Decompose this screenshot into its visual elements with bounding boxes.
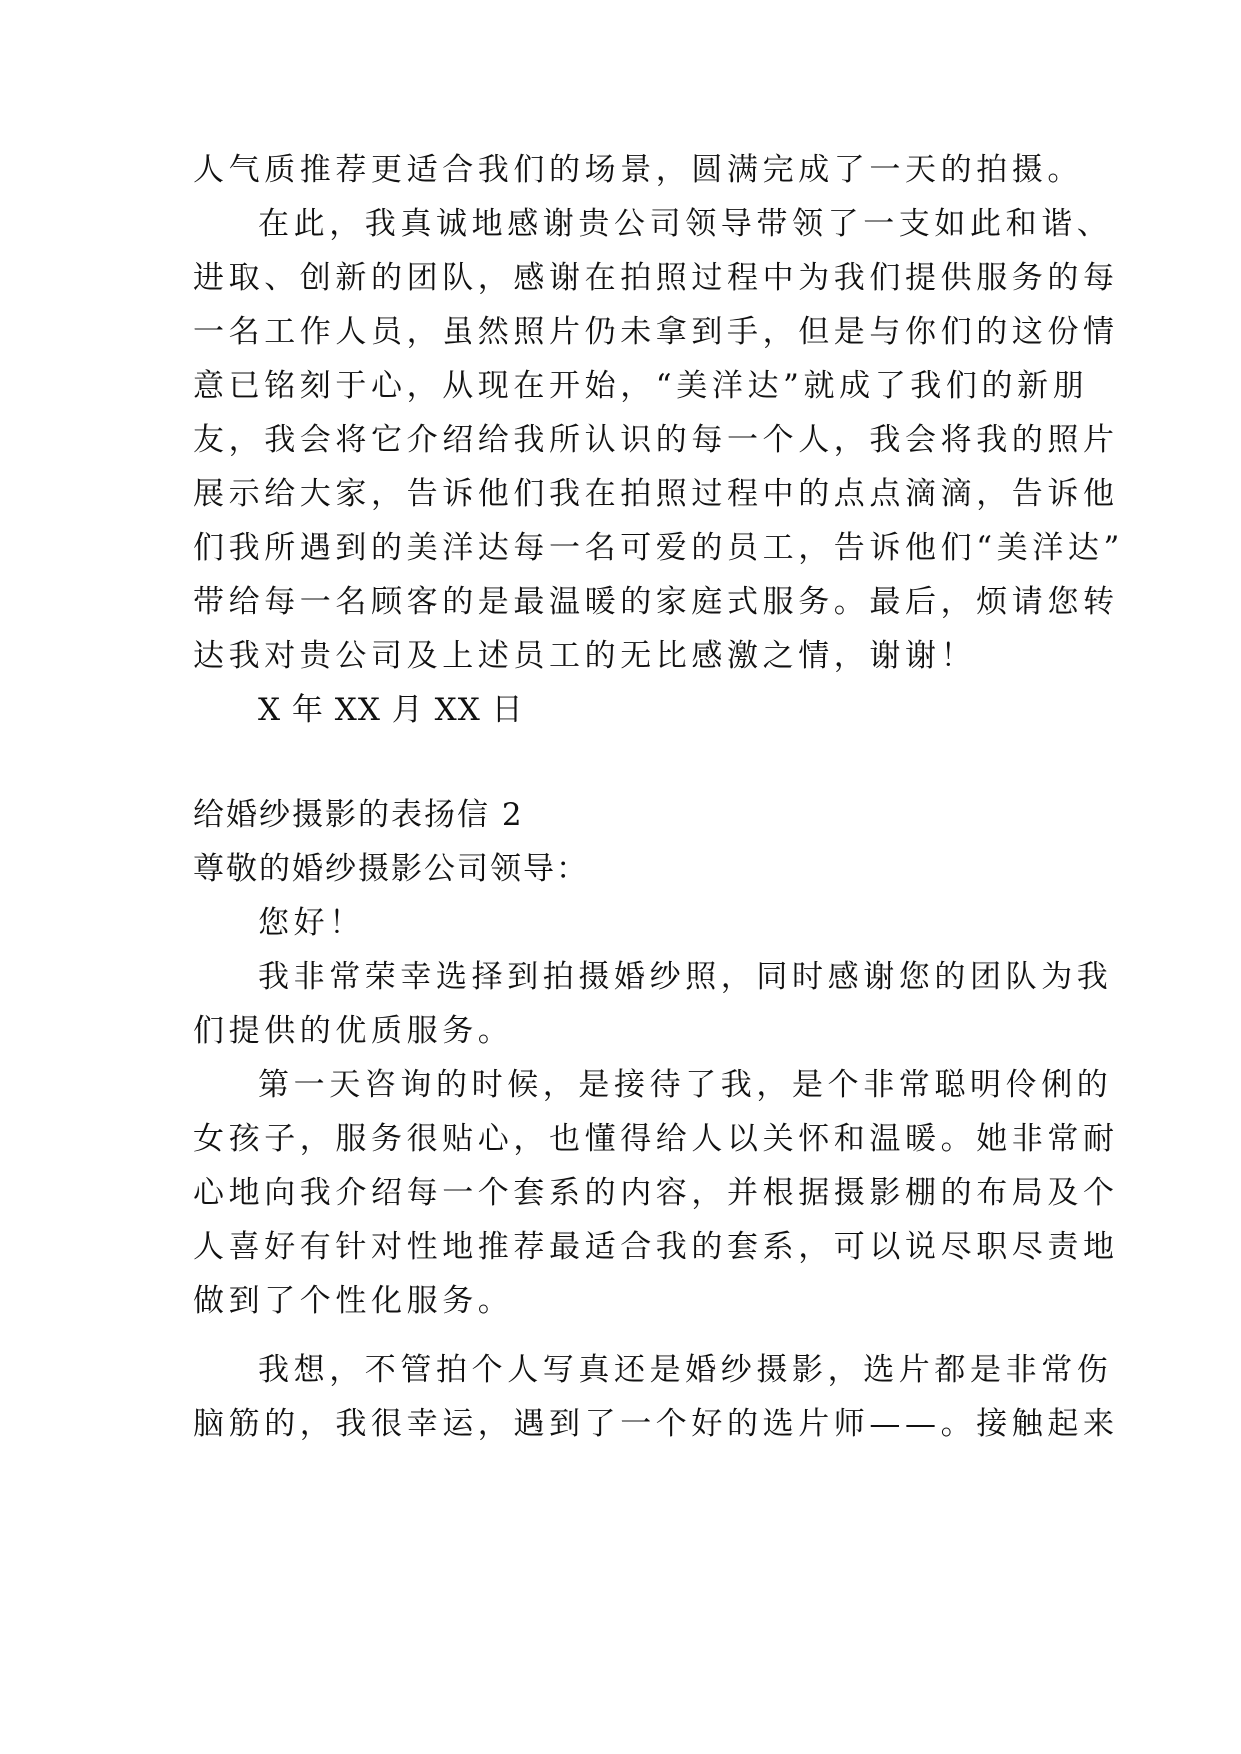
body-text-line: 人气质推荐更适合我们的场景，圆满完成了一天的拍摄。 <box>193 152 1083 188</box>
body-text-line: 意已铭刻于心，从现在开始，“美洋达”就成了我们的新朋 <box>193 368 1089 404</box>
body-text-line: 友，我会将它介绍给我所认识的每一个人，我会将我的照片 <box>193 422 1119 458</box>
section-title: 给婚纱摄影的表扬信 2 <box>193 797 524 833</box>
body-text-line: 们我所遇到的美洋达每一名可爱的员工，告诉他们“美洋达” <box>193 530 1124 566</box>
body-text-line: 达我对贵公司及上述员工的无比感激之情，谢谢！ <box>193 638 977 674</box>
body-text-line: 女孩子，服务很贴心，也懂得给人以关怀和温暖。她非常耐 <box>193 1121 1119 1157</box>
greeting: 您好！ <box>258 905 365 941</box>
body-text-line: 心地向我介绍每一个套系的内容，并根据摄影棚的布局及个 <box>193 1175 1119 1211</box>
body-text-line: 人喜好有针对性地推荐最适合我的套系，可以说尽职尽责地 <box>193 1229 1119 1265</box>
body-text-line: 一名工作人员，虽然照片仍未拿到手，但是与你们的这份情 <box>193 314 1119 350</box>
body-text-line: 脑筋的，我很幸运，遇到了一个好的选片师——。接触起来 <box>193 1406 1119 1442</box>
body-text-line: 我非常荣幸选择到拍摄婚纱照，同时感谢您的团队为我 <box>258 959 1113 995</box>
body-text-line: 带给每一名顾客的是最温暖的家庭式服务。最后，烦请您转 <box>193 584 1119 620</box>
body-text-line: 展示给大家，告诉他们我在拍照过程中的点点滴滴，告诉他 <box>193 476 1119 512</box>
body-text-line: 在此，我真诚地感谢贵公司领导带领了一支如此和谐、 <box>258 206 1113 242</box>
body-text-line: 我想，不管拍个人写真还是婚纱摄影，选片都是非常伤 <box>258 1352 1113 1388</box>
body-text-line: 第一天咨询的时候，是接待了我，是个非常聪明伶俐的 <box>258 1067 1113 1103</box>
body-text-line: 进取、创新的团队，感谢在拍照过程中为我们提供服务的每 <box>193 260 1119 296</box>
salutation: 尊敬的婚纱摄影公司领导： <box>193 851 589 887</box>
body-text-line: 做到了个性化服务。 <box>193 1283 514 1319</box>
letter-date: X 年 XX 月 XX 日 <box>258 692 524 728</box>
body-text-line: 们提供的优质服务。 <box>193 1013 514 1049</box>
